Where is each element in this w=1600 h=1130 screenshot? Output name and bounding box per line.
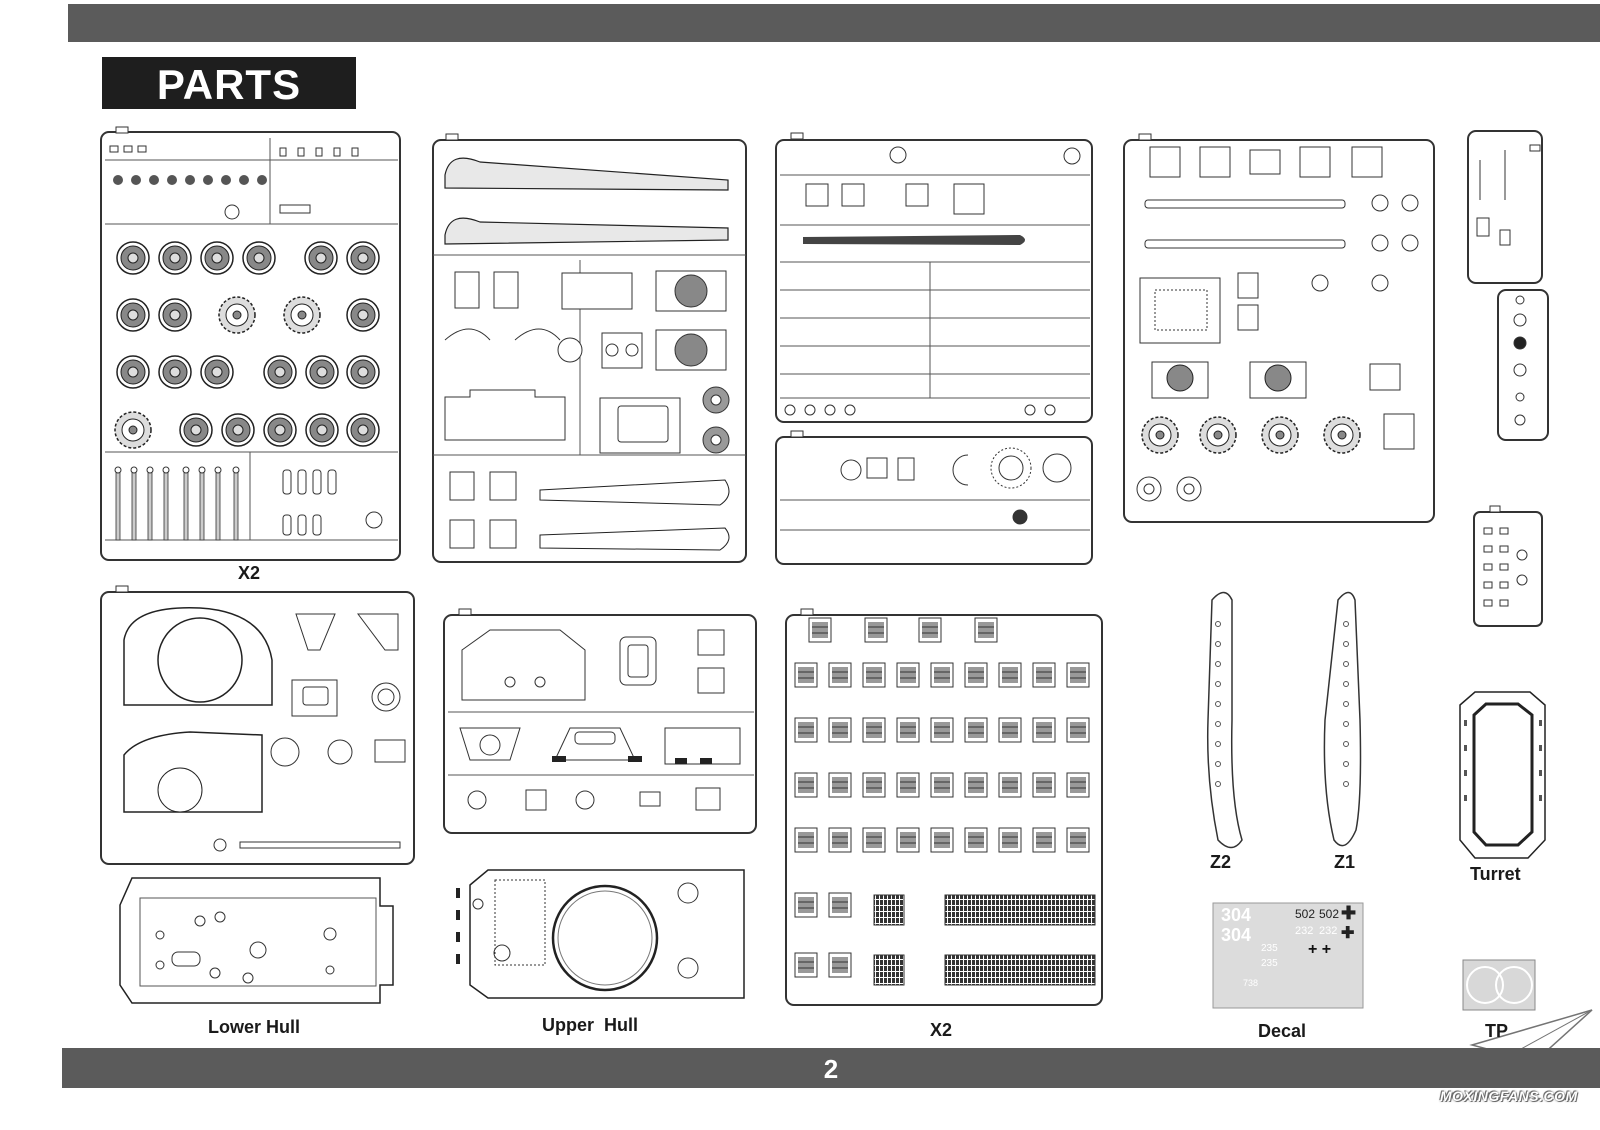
decal-number: 235: [1261, 958, 1278, 969]
decal-number: 232: [1295, 925, 1314, 937]
sprue-d: [776, 431, 1092, 564]
turret-caption: Turret: [1470, 864, 1521, 884]
page-title: PARTS: [156, 61, 302, 108]
decal-caption: Decal: [1258, 1021, 1307, 1041]
sprue-g: [776, 133, 1092, 422]
lower-hull-caption: Lower Hull: [208, 1017, 301, 1037]
turret-part: [1460, 692, 1545, 858]
sprue-k-quantity: X2: [930, 1020, 953, 1040]
upper-hull: [456, 870, 744, 998]
photo-etch-sheet: [1463, 960, 1535, 1010]
decal-number: 232: [1319, 925, 1338, 937]
upper-hull-caption: Upper Hull: [542, 1015, 639, 1035]
footer-band: [62, 1048, 1600, 1088]
decal-text-group: [1213, 903, 1363, 1008]
track-z2-caption: Z2: [1210, 852, 1232, 872]
balkenkreuz-decal: + +: [1308, 941, 1332, 958]
track-z1-caption: Z1: [1334, 852, 1356, 872]
sprue-narrow-top: [1468, 131, 1548, 440]
page-number: 2: [823, 1054, 839, 1084]
balkenkreuz-decal: ✚: [1341, 925, 1355, 942]
lower-hull: [120, 878, 393, 1003]
track-z1: [1324, 593, 1360, 846]
sprue-a-quantity: X2: [238, 563, 261, 583]
sprue-a: [101, 127, 400, 560]
sprue-s: [444, 609, 756, 833]
track-z2: [1208, 593, 1242, 848]
sprue-c: [101, 586, 414, 864]
decal-number: 304: [1221, 905, 1252, 925]
decal-number: 235: [1261, 943, 1278, 954]
site-watermark: MOXINGFANS.COM: [1440, 1088, 1578, 1104]
sprue-k: [786, 609, 1102, 1005]
decal-number: 738: [1243, 978, 1259, 988]
decal-number: 502: [1319, 907, 1340, 921]
sprue-h: [1124, 134, 1434, 522]
sprue-b: [433, 134, 746, 562]
photo-etch-caption: TP: [1485, 1021, 1509, 1041]
balkenkreuz-decal: ✚: [1341, 903, 1357, 923]
decal-number: 304: [1221, 925, 1252, 945]
sprue-z-small: [1474, 506, 1542, 626]
decal-number: 502: [1295, 907, 1316, 921]
